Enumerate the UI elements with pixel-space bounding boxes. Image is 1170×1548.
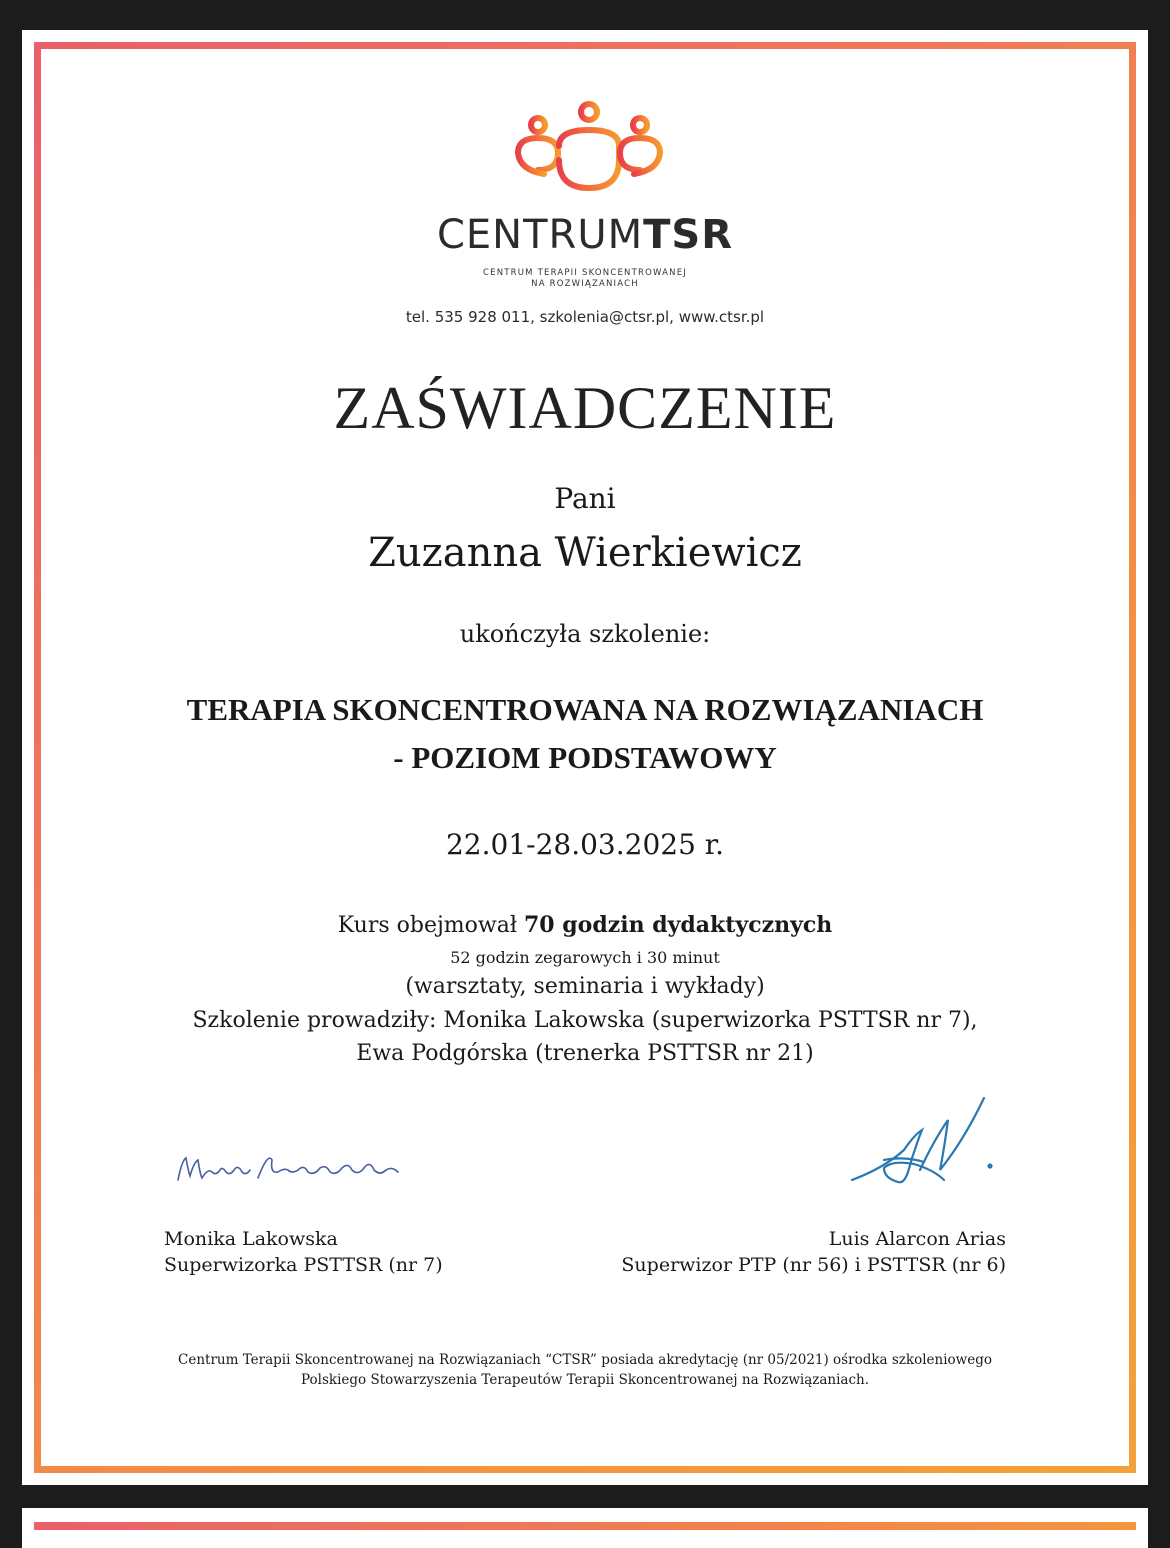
signer-left: [164, 1226, 443, 1278]
salutation: Pani: [554, 482, 616, 515]
recipient-name: Zuzanna Wierkiewicz: [368, 530, 802, 576]
signature-left: [172, 1140, 412, 1190]
next-page-frame: [34, 1522, 1136, 1530]
course-dates: 22.01-28.03.2025 r.: [445, 828, 725, 861]
brand-subtitle: CENTRUM TERAPII SKONCENTROWANEJ NA ROZWIĄZANIACH: [483, 268, 687, 289]
next-page: [22, 1508, 1148, 1548]
trainers-line-2: Ewa Podgórska (trenerka PSTTSR nr 21): [356, 1041, 814, 1066]
three-people-icon: [504, 98, 674, 203]
clock-hours: 52 godzin zegarowych i 30 minut: [450, 948, 720, 967]
course-forms: (warsztaty, seminaria i wykłady): [405, 974, 765, 999]
brand-name: CENTRUMTSR: [436, 212, 734, 258]
completed-text: ukończyła szkolenie:: [459, 620, 711, 648]
signer-right-name: Luis Alarcon Arias: [828, 1228, 1006, 1250]
certificate-title: ZAŚWIADCZENIE: [333, 375, 837, 441]
signer-right: [621, 1226, 1006, 1278]
signature-right: [844, 1090, 1014, 1200]
signer-left-name: Monika Lakowska: [164, 1228, 338, 1250]
signer-left-role: Superwizorka PSTTSR (nr 7): [164, 1254, 443, 1276]
course-title: TERAPIA SKONCENTROWANA NA ROZWIĄZANIACH - POZIOM PODSTAWOWY: [186, 692, 984, 775]
certificate-page: [22, 30, 1148, 1485]
course-hours: Kurs obejmował 70 godzin dydaktycznych: [337, 912, 833, 938]
accreditation-footer: Centrum Terapii Skoncentrowanej na Rozwiązaniach “CTSR” posiada akredytację (nr 05/2021) ośrodka szkoleniowego Polskiego Stowarzyszenia Terapeutów Terapii Skoncentrowanej na Rozwiązaniach.: [178, 1352, 992, 1388]
trainers-line-1: Szkolenie prowadziły: Monika Lakowska (superwizorka PSTTSR nr 7),: [192, 1008, 978, 1033]
signer-right-role: Superwizor PTP (nr 56) i PSTTSR (nr 6): [621, 1254, 1006, 1276]
contact-info: tel. 535 928 011, szkolenia@ctsr.pl, www.ctsr.pl: [405, 308, 765, 326]
